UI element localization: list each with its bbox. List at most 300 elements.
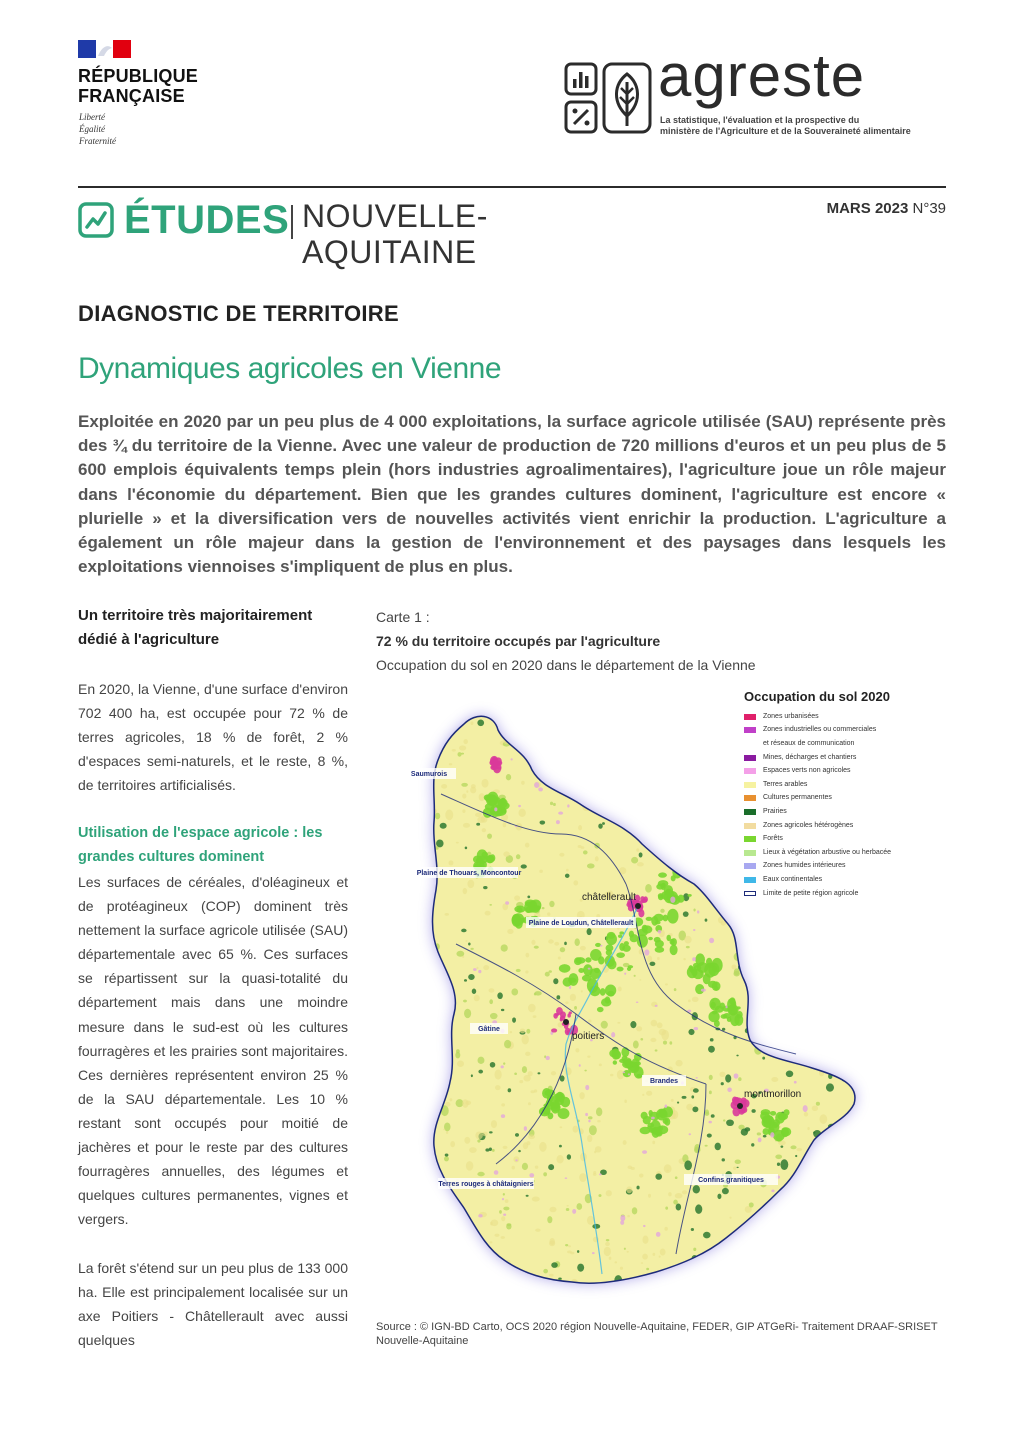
mixed-patch bbox=[723, 894, 725, 895]
green-space-patch bbox=[588, 1120, 590, 1123]
forest-patch bbox=[613, 1051, 621, 1060]
mixed-patch bbox=[499, 1210, 502, 1214]
arable-patch bbox=[758, 979, 761, 982]
arable-patch bbox=[656, 782, 663, 791]
arable-patch bbox=[675, 1060, 682, 1067]
arable-patch bbox=[645, 756, 652, 763]
arable-patch bbox=[425, 1166, 432, 1175]
forest-patch bbox=[624, 941, 629, 945]
green-space-patch bbox=[569, 986, 571, 989]
green-space-patch bbox=[567, 804, 569, 807]
meadow-patch bbox=[425, 748, 430, 755]
meadow-patch bbox=[691, 1291, 696, 1294]
kicker-heading: DIAGNOSTIC DE TERRITOIRE bbox=[78, 301, 399, 326]
meadow-patch bbox=[556, 995, 560, 999]
arable-patch bbox=[840, 901, 846, 908]
mixed-patch bbox=[461, 717, 465, 722]
green-space-patch bbox=[709, 938, 714, 943]
meadow-patch bbox=[683, 911, 689, 917]
mixed-patch bbox=[590, 799, 594, 802]
green-space-patch bbox=[651, 1117, 655, 1120]
arable-patch bbox=[573, 1285, 575, 1288]
forest-patch bbox=[551, 1103, 561, 1111]
meadow-patch bbox=[840, 1178, 844, 1181]
arable-patch bbox=[729, 765, 737, 773]
green-space-patch bbox=[505, 901, 509, 904]
mixed-patch bbox=[565, 1244, 568, 1246]
mixed-patch bbox=[713, 718, 715, 720]
arable-patch bbox=[641, 1262, 643, 1264]
mixed-patch bbox=[631, 823, 639, 829]
mixed-patch bbox=[661, 1277, 663, 1279]
arable-patch bbox=[653, 1253, 656, 1256]
mixed-patch bbox=[580, 1283, 587, 1292]
arable-patch bbox=[471, 784, 476, 788]
arable-patch bbox=[740, 940, 747, 948]
green-space-patch bbox=[771, 1189, 774, 1192]
arable-patch bbox=[666, 1170, 668, 1172]
mixed-patch bbox=[569, 727, 574, 733]
legend-swatch bbox=[744, 755, 756, 761]
forest-patch bbox=[597, 1007, 604, 1012]
forest-patch bbox=[512, 913, 524, 925]
legend-item bbox=[744, 751, 946, 765]
arable-patch bbox=[528, 1071, 533, 1076]
arable-patch bbox=[441, 784, 447, 789]
arable-patch bbox=[450, 1141, 455, 1147]
meadow-patch bbox=[835, 1168, 838, 1171]
mixed-patch bbox=[444, 1156, 449, 1161]
legend-swatch bbox=[744, 782, 756, 788]
meadow-patch bbox=[803, 1180, 806, 1184]
arable-patch bbox=[482, 828, 486, 832]
arable-patch bbox=[535, 1165, 539, 1168]
meadow-patch bbox=[538, 1072, 541, 1074]
arable-patch bbox=[617, 1022, 620, 1024]
legend-label: Mines, décharges et chantiers bbox=[763, 753, 857, 761]
mixed-patch bbox=[487, 833, 492, 838]
arable-patch bbox=[729, 914, 736, 920]
arable-patch bbox=[505, 1199, 509, 1203]
green-space-patch bbox=[620, 1215, 625, 1221]
mixed-patch bbox=[477, 1139, 480, 1142]
forest-patch bbox=[769, 1122, 780, 1133]
arable-patch bbox=[533, 1015, 537, 1018]
legend-label: Limite de petite région agricole bbox=[763, 889, 859, 897]
mixed-patch bbox=[775, 1267, 782, 1275]
mixed-patch bbox=[783, 1037, 787, 1042]
arable-patch bbox=[467, 880, 474, 889]
arable-patch bbox=[578, 825, 582, 830]
arable-patch bbox=[521, 781, 525, 785]
arable-patch bbox=[620, 1267, 623, 1270]
forest-patch bbox=[575, 957, 585, 964]
green-space-patch bbox=[636, 1001, 639, 1003]
arable-patch bbox=[615, 793, 617, 795]
meadow-patch bbox=[858, 1073, 861, 1075]
arable-patch bbox=[678, 726, 686, 734]
mixed-patch bbox=[825, 1025, 833, 1035]
legend-label: Zones urbanisées bbox=[763, 712, 819, 720]
arable-patch bbox=[684, 936, 691, 944]
forest-patch bbox=[544, 1089, 555, 1096]
forest-patch bbox=[712, 981, 721, 991]
meadow-patch bbox=[801, 931, 808, 936]
arable-patch bbox=[777, 1001, 782, 1007]
green-space-patch bbox=[690, 781, 693, 784]
mixed-patch bbox=[478, 1057, 485, 1064]
legend-item bbox=[744, 887, 946, 901]
green-space-patch bbox=[534, 782, 539, 788]
arable-patch bbox=[688, 999, 691, 1002]
forest-patch bbox=[600, 988, 606, 996]
meadow-patch bbox=[496, 712, 502, 717]
green-space-patch bbox=[611, 1032, 615, 1037]
arable-patch bbox=[528, 1004, 536, 1013]
legend-item bbox=[744, 764, 946, 778]
green-space-patch bbox=[809, 1009, 813, 1015]
arable-patch bbox=[475, 813, 482, 817]
arable-patch bbox=[507, 929, 513, 934]
arable-patch bbox=[433, 1289, 435, 1291]
mixed-patch bbox=[583, 787, 585, 789]
arable-patch bbox=[501, 1216, 505, 1221]
arable-patch bbox=[608, 778, 613, 783]
meadow-patch bbox=[564, 942, 567, 946]
arable-patch bbox=[785, 1204, 787, 1206]
arable-patch bbox=[674, 844, 678, 848]
arable-patch bbox=[729, 1217, 731, 1219]
green-space-patch bbox=[679, 858, 684, 864]
arable-patch bbox=[462, 809, 465, 813]
meadow-patch bbox=[548, 1164, 554, 1170]
green-space-patch bbox=[597, 744, 602, 748]
arable-patch bbox=[719, 1072, 725, 1077]
arable-patch bbox=[485, 911, 491, 916]
mixed-patch bbox=[749, 1202, 754, 1207]
meadow-patch bbox=[713, 779, 717, 784]
arable-patch bbox=[450, 1206, 458, 1215]
meadow-patch bbox=[636, 1186, 639, 1190]
arable-patch bbox=[711, 854, 716, 860]
section-heading-espace-agricole: Utilisation de l'espace agricole : les grandes cultures dominent bbox=[78, 825, 323, 865]
arable-patch bbox=[527, 721, 534, 725]
mixed-patch bbox=[489, 904, 492, 906]
arable-patch bbox=[510, 1031, 513, 1033]
mixed-patch bbox=[860, 1095, 863, 1097]
meadow-patch bbox=[526, 1195, 529, 1197]
meadow-patch bbox=[501, 1009, 504, 1011]
mixed-patch bbox=[598, 1194, 601, 1197]
meadow-patch bbox=[823, 920, 827, 926]
mixed-patch bbox=[526, 1029, 530, 1034]
arable-patch bbox=[581, 990, 583, 992]
arable-patch bbox=[565, 1001, 568, 1004]
meadow-patch bbox=[565, 874, 570, 878]
arable-patch bbox=[682, 1190, 687, 1194]
meadow-patch bbox=[551, 1262, 558, 1268]
mixed-patch bbox=[490, 1013, 498, 1019]
mixed-patch bbox=[507, 1223, 512, 1226]
meadow-patch bbox=[858, 1121, 864, 1127]
meadow-patch bbox=[521, 864, 527, 868]
meadow-patch bbox=[859, 1200, 866, 1205]
legend-swatch bbox=[744, 891, 756, 896]
meadow-patch bbox=[515, 1133, 519, 1137]
mixed-patch bbox=[762, 1028, 768, 1032]
green-space-patch bbox=[708, 1121, 711, 1124]
arable-patch bbox=[530, 1090, 534, 1093]
green-space-patch bbox=[558, 811, 563, 814]
mixed-patch bbox=[554, 767, 557, 771]
arable-patch bbox=[659, 835, 664, 841]
meadow-patch bbox=[461, 929, 466, 933]
arable-patch bbox=[673, 795, 680, 803]
mixed-patch bbox=[657, 829, 661, 834]
arable-patch bbox=[567, 1250, 572, 1253]
arable-patch bbox=[720, 875, 723, 878]
mixed-patch bbox=[672, 755, 678, 762]
arable-patch bbox=[654, 843, 657, 845]
mixed-patch bbox=[800, 985, 807, 991]
green-space-patch bbox=[707, 865, 710, 869]
meadow-patch bbox=[705, 867, 709, 872]
green-space-patch bbox=[602, 777, 607, 781]
green-space-patch bbox=[588, 968, 591, 970]
arable-patch bbox=[525, 953, 529, 958]
green-space-patch bbox=[585, 1113, 588, 1116]
green-space-patch bbox=[832, 1218, 835, 1221]
urban-patch bbox=[553, 1013, 558, 1019]
mixed-patch bbox=[457, 752, 461, 757]
mixed-patch bbox=[860, 1192, 864, 1197]
meadow-patch bbox=[684, 1160, 692, 1170]
mixed-patch bbox=[793, 974, 798, 978]
arable-patch bbox=[844, 1220, 849, 1227]
mixed-patch bbox=[661, 742, 666, 747]
meadow-patch bbox=[707, 1134, 712, 1138]
mixed-patch bbox=[674, 988, 677, 991]
arable-patch bbox=[728, 903, 732, 907]
mixed-patch bbox=[709, 1090, 712, 1094]
arable-patch bbox=[428, 895, 431, 898]
green-space-patch bbox=[758, 1138, 762, 1143]
green-space-patch bbox=[734, 1073, 739, 1078]
arable-patch bbox=[798, 912, 806, 920]
mixed-patch bbox=[757, 1132, 761, 1135]
meadow-patch bbox=[855, 1073, 858, 1078]
green-space-patch bbox=[694, 1027, 698, 1030]
meadow-patch bbox=[587, 928, 592, 935]
arable-patch bbox=[439, 731, 447, 738]
mixed-patch bbox=[856, 953, 863, 960]
arable-patch bbox=[427, 754, 433, 762]
meadow-patch bbox=[559, 1145, 562, 1148]
arable-patch bbox=[428, 1183, 434, 1190]
banner-separator bbox=[291, 205, 293, 239]
legend-swatch bbox=[744, 877, 756, 883]
mixed-patch bbox=[738, 1077, 741, 1081]
city-marker bbox=[635, 903, 641, 909]
meadow-patch bbox=[722, 1028, 725, 1031]
forest-patch bbox=[625, 1059, 633, 1068]
green-space-patch bbox=[538, 787, 543, 791]
region-name bbox=[302, 198, 488, 270]
mixed-patch bbox=[783, 1035, 786, 1038]
mixed-patch bbox=[673, 1200, 678, 1205]
forest-patch bbox=[770, 1111, 776, 1116]
meadow-patch bbox=[810, 1149, 813, 1152]
meadow-patch bbox=[760, 988, 765, 991]
meadow-patch bbox=[818, 1205, 825, 1210]
meadow-patch bbox=[780, 1145, 783, 1147]
arable-patch bbox=[649, 1286, 651, 1289]
arable-patch bbox=[637, 718, 640, 721]
mixed-patch bbox=[566, 1208, 570, 1211]
arable-patch bbox=[436, 1001, 441, 1004]
forest-patch bbox=[666, 935, 671, 941]
mixed-patch bbox=[469, 1275, 475, 1279]
meadow-patch bbox=[859, 1033, 867, 1043]
arable-patch bbox=[793, 1199, 798, 1204]
forest-patch bbox=[601, 998, 611, 1006]
forest-patch bbox=[657, 1125, 669, 1134]
mixed-patch bbox=[857, 1257, 865, 1265]
forest-patch bbox=[500, 802, 510, 809]
issue-info bbox=[827, 200, 946, 218]
arable-patch bbox=[660, 1249, 666, 1256]
arable-patch bbox=[425, 894, 429, 899]
meadow-patch bbox=[779, 908, 784, 915]
mixed-patch bbox=[668, 726, 672, 729]
green-space-patch bbox=[556, 820, 560, 824]
arable-patch bbox=[858, 975, 865, 982]
meadow-patch bbox=[811, 962, 813, 965]
mixed-patch bbox=[804, 932, 811, 941]
green-space-patch bbox=[727, 1087, 732, 1092]
map-legend bbox=[744, 688, 946, 900]
arable-patch bbox=[491, 1120, 497, 1128]
meadow-patch bbox=[793, 1019, 801, 1029]
forest-patch bbox=[635, 1061, 641, 1065]
arable-patch bbox=[472, 1263, 474, 1265]
green-space-patch bbox=[628, 1073, 630, 1075]
forest-patch bbox=[605, 985, 616, 997]
legend-item bbox=[744, 778, 946, 792]
mixed-patch bbox=[542, 907, 545, 909]
mixed-patch bbox=[756, 910, 762, 917]
arable-patch bbox=[819, 1114, 827, 1124]
green-space-patch bbox=[722, 793, 725, 796]
motto-egalite: Égalité bbox=[79, 124, 105, 134]
mixed-patch bbox=[803, 1276, 806, 1278]
arable-patch bbox=[532, 1197, 540, 1202]
arable-patch bbox=[512, 1166, 515, 1170]
arable-patch bbox=[671, 1099, 674, 1102]
arable-patch bbox=[568, 713, 574, 719]
arable-patch bbox=[633, 800, 640, 808]
forest-patch bbox=[594, 968, 600, 973]
forest-patch bbox=[587, 978, 598, 993]
meadow-patch bbox=[639, 852, 643, 857]
meadow-patch bbox=[698, 853, 705, 858]
arable-patch bbox=[792, 1183, 798, 1189]
meadow-patch bbox=[777, 1163, 780, 1166]
arable-patch bbox=[733, 1166, 736, 1170]
arable-patch bbox=[503, 1146, 508, 1149]
arable-patch bbox=[648, 1194, 651, 1198]
green-space-patch bbox=[656, 1232, 661, 1237]
green-space-patch bbox=[511, 758, 513, 760]
arable-patch bbox=[731, 965, 736, 970]
meadow-patch bbox=[489, 1148, 492, 1151]
meadow-patch bbox=[762, 1057, 765, 1060]
arable-patch bbox=[475, 1132, 482, 1140]
meadow-patch bbox=[672, 802, 675, 805]
arable-patch bbox=[573, 1126, 579, 1133]
meadow-patch bbox=[780, 1159, 788, 1170]
forest-patch bbox=[687, 894, 691, 897]
green-space-patch bbox=[502, 1198, 504, 1200]
arable-patch bbox=[727, 730, 730, 733]
arable-patch bbox=[523, 1288, 527, 1291]
mixed-patch bbox=[744, 951, 747, 954]
arable-patch bbox=[624, 1099, 627, 1103]
mixed-patch bbox=[841, 1269, 845, 1272]
green-space-patch bbox=[599, 1173, 602, 1175]
meadow-patch bbox=[840, 1178, 845, 1184]
arable-patch bbox=[692, 997, 699, 1002]
urban-patch bbox=[497, 766, 501, 769]
meadow-patch bbox=[518, 1150, 521, 1152]
meadow-patch bbox=[510, 737, 514, 741]
urban-patch bbox=[551, 1028, 557, 1032]
arable-patch bbox=[659, 754, 662, 756]
forest-patch bbox=[655, 947, 665, 953]
arable-patch bbox=[857, 1063, 863, 1071]
green-space-patch bbox=[518, 805, 521, 807]
green-space-patch bbox=[685, 743, 689, 746]
meadow-patch bbox=[822, 1021, 829, 1029]
arable-patch bbox=[704, 743, 711, 753]
legend-item bbox=[744, 792, 946, 806]
legend-label: Cultures permanentes bbox=[763, 794, 832, 802]
arable-patch bbox=[466, 1161, 474, 1171]
mixed-patch bbox=[573, 773, 579, 777]
mixed-patch bbox=[675, 821, 677, 823]
green-space-patch bbox=[670, 896, 675, 902]
mixed-patch bbox=[722, 1252, 725, 1254]
meadow-patch bbox=[584, 796, 589, 803]
mixed-patch bbox=[547, 1282, 555, 1288]
meadow-patch bbox=[831, 1250, 837, 1258]
arable-patch bbox=[681, 761, 687, 765]
arable-patch bbox=[449, 763, 452, 765]
meadow-patch bbox=[508, 1088, 512, 1092]
mixed-patch bbox=[596, 1107, 602, 1116]
mixed-patch bbox=[632, 1207, 637, 1214]
arable-patch bbox=[462, 794, 466, 799]
meadow-patch bbox=[705, 918, 708, 921]
meadow-patch bbox=[708, 1046, 715, 1053]
arable-patch bbox=[627, 768, 630, 770]
mixed-patch bbox=[511, 988, 518, 995]
legend-swatch bbox=[744, 809, 756, 815]
arable-patch bbox=[813, 952, 818, 958]
meadow-patch bbox=[598, 824, 602, 829]
city-label-montmorillon: montmorillon bbox=[744, 1089, 802, 1100]
forest-patch bbox=[606, 949, 613, 955]
